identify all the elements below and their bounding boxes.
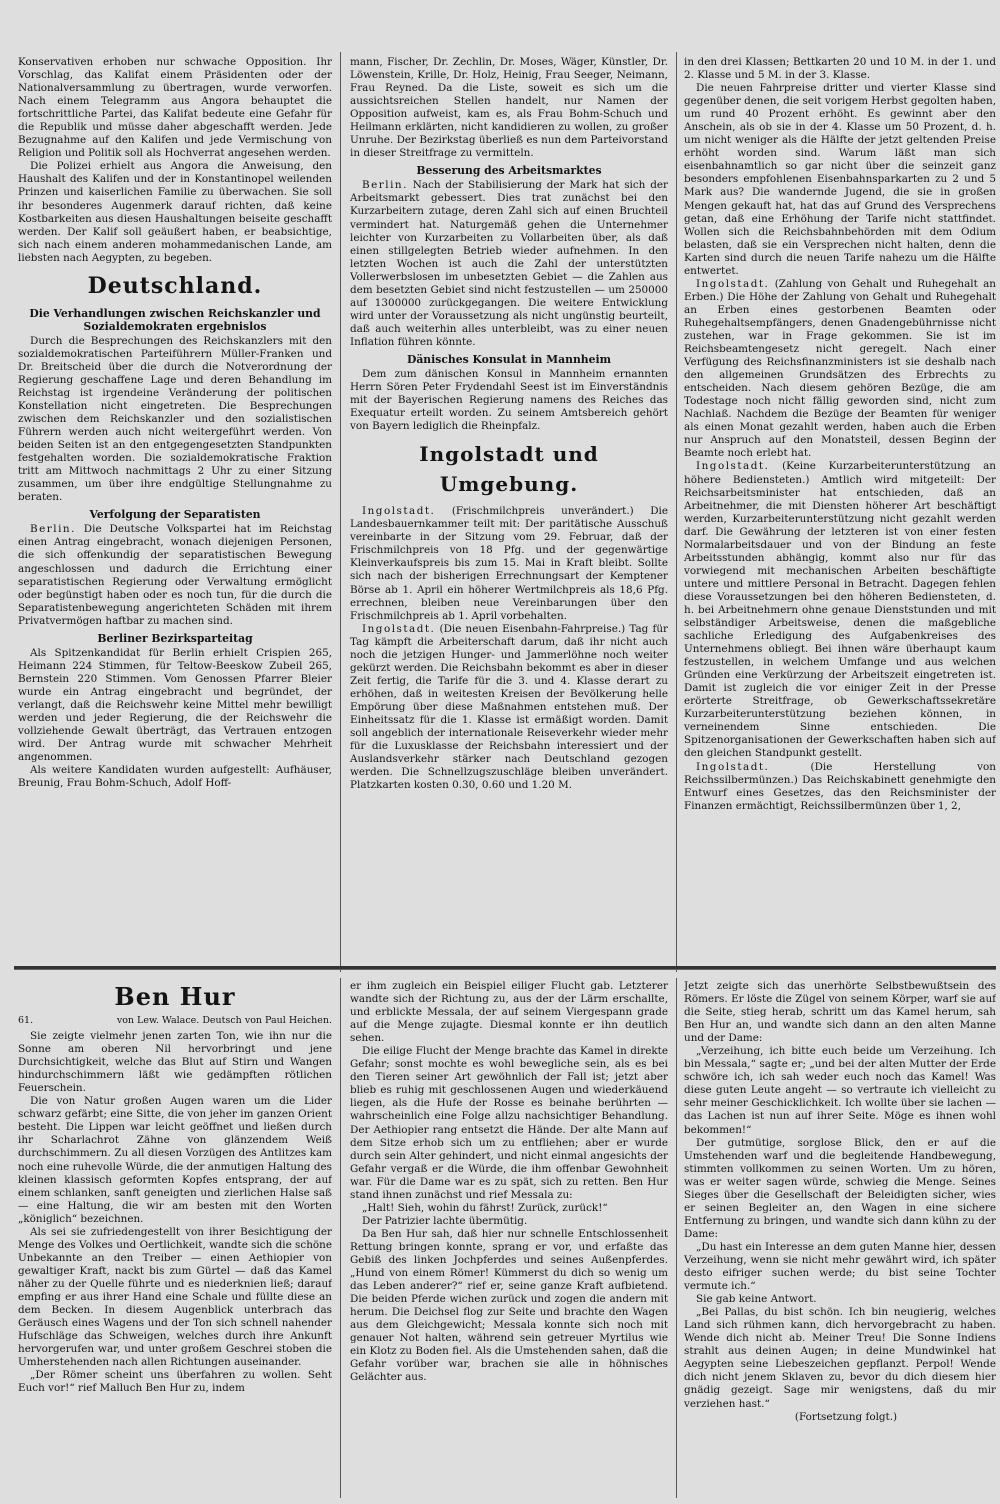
dateline: Ingolstadt.	[362, 622, 436, 635]
column-rule	[340, 52, 341, 972]
dateline: Ingolstadt.	[696, 760, 770, 773]
paragraph: in den drei Klassen; Bettkarten 20 und 10 M. in der 1. und 2. Klasse und 5 M. in der 3. Klasse.	[684, 56, 996, 82]
section-title-ingolstadt: Ingolstadt und Umgebung.	[419, 442, 599, 497]
novel-column-1	[18, 980, 332, 1500]
paragraph: (Frischmilchpreis unverändert.) Die Landesbauernkammer teilt mit: Der paritätische Ausschuß vereinbarte in der Sitzung vom 29. Februar, daß der Frischmilchpreis von 18 Pfg. und der gegenwärtige Kleinverkaufspreis bis zum 15. Mai in Kraft bleibt. Sollte sich nach der bisherigen Errechnungsart der Kemptener Börse ab 1. April ein höherer Wertmilchpreis als 18,6 Pfg. errechnen, bleiben neue Vereinbarungen über den Frischmilchpreis ab 1. April vorbehalten.	[350, 505, 668, 622]
paragraph: er ihm zugleich ein Beispiel eiliger Flucht gab. Letzterer wandte sich der Richtung zu, aus der der Lärm erschallte, und erblickte Messala, der auf seinem Viergespann grade auf die Menge zujagte. Diesmal konnte er ihn deutlich sehen.	[350, 980, 668, 1045]
column-rule	[676, 52, 677, 972]
section-separator-rule	[14, 966, 996, 970]
article-headline: Verfolgung der Separatisten	[89, 508, 261, 522]
dateline: Berlin.	[30, 523, 76, 536]
paragraph: Dem zum dänischen Konsul in Mannheim ernannten Herrn Sören Peter Frydendahl Seest ist im Einverständnis mit der Bayerischen Regierung namens des Reiches das Exequatur erteilt worden. Zu seinem Amtsbereich gehört von Bayern lediglich die Rheinpfalz.	[350, 367, 668, 433]
installment-number: 61.	[18, 1015, 34, 1026]
top-column-1	[18, 56, 332, 974]
author-translator: von Lew. Walace. Deutsch von Paul Heichen.	[116, 1015, 332, 1026]
article-headline: Besserung des Arbeitsmarktes	[416, 164, 602, 178]
paragraph: (Keine Kurzarbeiterunterstützung an höhere Bediensteten.) Amtlich wird mitgeteilt: Der Reichsarbeitsminister hat entschieden, daß an Arbeitnehmer, die mit Diensten höherer Art beschäftigt werden, Kurzarbeiterunterstützung nicht gezahlt werden darf. Die Gewährung der letzteren ist von einer festen Normalarbeitsdauer und von der Bindung an feste Arbeitsstunden abhängig, kommt also nur für das vorwiegend mit mechanischen Arbeiten beschäftigte untere und mittlere Personal in Betracht. Dagegen fehlen diese Voraussetzungen bei den höheren Bediensteten, d. h. bei Arbeitnehmern ohne genaue Dienststunden und mit selbständiger Arbeitsweise, denen die maßgebliche sachliche Erledigung des Aufgabenkreises des Unternehmens obliegt. Bei ihnen wäre überhaupt kaum festzustellen, in welchem Umfange und aus welchen Gründen eine Verkürzung der Arbeitszeit eingetreten ist. Damit ist zugleich die vor einiger Zeit in der Presse erörterte Streitfrage, ob Gewerkschaftssekretäre Kurzarbeiterunterstützung beziehen können, in verneinendem Sinne entschieden. Die Spitzenorganisationen der Gewerkschaften haben sich auf den gleichen Standpunkt gestellt.	[684, 460, 996, 760]
paragraph: (Zahlung von Gehalt und Ruhegehalt an Erben.) Die Höhe der Zahlung von Gehalt und Ruhegehalt an Erben eines gestorbenen Beamten oder Ruhegehaltsempfängers, denen Gnadengebührnisse nicht zustehen, war in Frage gekommen. Sie ist im Reichsbeamtengesetz nicht geregelt. Nach einer Verfügung des Reichsfinanzministers ist sie deshalb nach den allgemeinen Grundsätzen des Erbrechts zu entscheiden. Nach diesem gehören Bezüge, die am Todestage noch nicht fällig geworden sind, nicht zum Nachlaß. Nachdem die Bezüge der Beamten für weniger als einen Monat gezahlt werden, haben auch die Erben nur Anspruch auf den Monatsteil, dessen Beginn der Beamte noch erlebt hat.	[684, 277, 996, 460]
paragraph: Der gutmütige, sorglose Blick, den er auf die Umstehenden warf und die begleitende Handbewegung, stimmten vollkommen zu seinen Worten. Um zu hören, was er weiter sagen würde, schwieg die Menge. Seines Sieges über die Gesellschaft der Beleidigten sicher, wies er seinen Begleiter an, den Wagen in eine sichere Entfernung zu bringen, und wandte sich dann kühn zu der Dame:	[684, 1136, 996, 1240]
top-column-2	[350, 56, 668, 974]
paragraph: „Halt! Sieh, wohin du fährst! Zurück, zurück!“	[362, 1201, 608, 1214]
paragraph: Der Patrizier lachte übermütig.	[362, 1214, 528, 1227]
section-title-deutschland: Deutschland.	[87, 272, 263, 299]
paragraph: Konservativen erhoben nur schwache Opposition. Ihr Vorschlag, das Kalifat einem Präsidenten oder der Nationalversammlung zu übertragen, wurde verworfen. Nach einem Telegramm aus Angora behauptet die fortschrittliche Partei, das Kalifat bedeute eine Gefahr für die Republik und müsse daher abgeschafft werden. Jede Bezugnahme auf den Kalifen und jede Vermischung von Religion und Politik soll als Hochverrat angesehen werden.	[18, 56, 332, 160]
paragraph: „Bei Pallas, du bist schön. Ich bin neugierig, welches Land sich rühmen kann, dich hervorgebracht zu haben. Wende dich nicht ab. Meiner Treu! Die Sonne Indiens strahlt aus deinen Augen; in deine Mundwinkel hat Aegypten seine Liebeszeichen gepflanzt. Perpol! Wende dich nicht jenem Sklaven zu, bevor du dich diesem hier gnädig gezeigt. Sage mir wenigstens, daß du mir verziehen hast.“	[684, 1306, 996, 1410]
paragraph: „Der Römer scheint uns überfahren zu wollen. Seht Euch vor!“ rief Malluch Ben Hur zu, indem	[18, 1369, 332, 1395]
dateline: Ingolstadt.	[696, 460, 770, 473]
paragraph: Die Polizei erhielt aus Angora die Anweisung, den Haushalt des Kalifen und der in Konstantinopel weilenden Prinzen und kaiserlichen Familie zu überwachen. Sie soll ihr besonderes Augenmerk darauf richten, daß keine Kostbarkeiten aus diesen Haushaltungen beiseite geschafft werden. Der Kalif soll geäußert haben, er beabsichtige, sich nach einem anderen mohammedanischen Lande, am liebsten nach Aegypten, zu begeben.	[18, 160, 332, 264]
top-column-3	[684, 56, 996, 974]
paragraph: „Du hast ein Interesse an dem guten Manne hier, dessen Verzeihung, wenn sie nicht mehr gewährt wird, ich später desto eifriger suchen werde; du bist seine Tochter vermute ich.“	[684, 1240, 996, 1293]
paragraph: Jetzt zeigte sich das unerhörte Selbstbewußtsein des Römers. Er löste die Zügel von seinem Körper, warf sie auf die Seite, stieg herab, schritt um das Kamel herum, sah Ben Hur an, und wandte sich dann an den alten Manne und der Dame:	[684, 980, 996, 1045]
paragraph: Als sei sie zufriedengestellt von ihrer Besichtigung der Menge des Volkes und Oertlichkeit, wandte sich die schöne Unbekannte an den Treiber — einen Aethiopier von gewaltiger Kraft, nackt bis zum Gürtel — daß das Kamel näher zu der Quelle führte und es niederknien ließ; darauf empfing er aus ihrer Hand eine Schale und füllte diese an dem Becken. In diesem Augenblick unterbrach das Geräusch eines Wagens und der Ton sich schnell nahender Hufschläge das Schweigen, welches durch ihre Ankunft hervorgerufen war, und unter großem Geschrei stoben die Umherstehenden nach allen Richtungen auseinander.	[18, 1225, 332, 1369]
article-headline: Die Verhandlungen zwischen Reichskanzler und Sozialdemokraten ergebnislos	[29, 306, 321, 333]
novel-byline	[18, 1014, 332, 1027]
paragraph: „Verzeihung, ich bitte euch beide um Verzeihung. Ich bin Messala,“ sagte er; „und bei der alten Mutter der Erde schwöre ich, ich sah weder euch noch das Kamel! Was diese guten Leute angeht — so vertraute ich vielleicht zu sehr meiner Geschicklichkeit. Ich wollte über sie lachen — das Lachen ist nun auf ihrer Seite. Möge es ihnen wohl bekommen!“	[684, 1045, 996, 1136]
novel-column-3	[684, 980, 996, 1500]
paragraph: Die Deutsche Volkspartei hat im Reichstag einen Antrag eingebracht, wonach diejenigen Personen, die sich offenkundig der separatistischen Bewegung angeschlossen und dadurch die Errichtung einer separatistischen Regierung oder Verwaltung ermöglicht oder begünstigt haben oder es noch tun, für die durch die Separatistenbewegung angerichteten Schäden mit ihrem Privatvermögen haftbar zu machen sind.	[18, 523, 332, 627]
continuation-note: (Fortsetzung folgt.)	[794, 1410, 898, 1423]
dateline: Berlin.	[362, 179, 408, 192]
novel-title: Ben Hur	[114, 982, 236, 1011]
paragraph: mann, Fischer, Dr. Zechlin, Dr. Moses, Wäger, Künstler, Dr. Löwenstein, Krille, Dr. Holz, Heinig, Frau Seeger, Neimann, Frau Reyned. Da die Liste, soweit es sich um die aussichtsreichen Stellen handelt, nur Namen der Opposition aufweist, kam es, als Frau Bohm-Schuch und Heilmann erklärten, nicht kandidieren zu wollen, zu großer Unruhe. Der Bezirkstag überließ es nun dem Parteivorstand in dieser Streitfrage zu vermitteln.	[350, 56, 668, 160]
paragraph: Als Spitzenkandidat für Berlin erhielt Crispien 265, Heimann 224 Stimmen, für Teltow-Beeskow Zubeil 265, Bernstein 220 Stimmen. Vom Genossen Pfarrer Bleier wurde ein Antrag eingebracht und begründet, der verlangt, daß die Reichswehr keine Mittel mehr bewilligt werden und jeder Regierung, die der Reichswehr die vollziehende Gewalt überträgt, das Vertrauen entzogen wird. Der Antrag wurde mit schwacher Mehrheit angenommen.	[18, 646, 332, 764]
paragraph: Als weitere Kandidaten wurden aufgestellt: Aufhäuser, Breunig, Frau Bohm-Schuch, Adolf Hoff-	[18, 764, 332, 790]
paragraph: Die von Natur großen Augen waren um die Lider schwarz gefärbt; eine Sitte, die von jeher im ganzen Orient besteht. Die Lippen war leicht geöffnet und ließen durch ihr Scharlachrot Zähne von glänzendem Weiß durchschimmern. Zu all diesen Vorzügen des Antlitzes kam noch eine ruhevolle Würde, die der anmutigen Haltung des kleinen klassisch geformten Kopfes entsprang, der auf einem schlanken, sanft geneigten und zierlichen Halse saß — eine Haltung, die wir am besten mit den Worten „königlich“ bezeichnen.	[18, 1095, 332, 1225]
paragraph: Da Ben Hur sah, daß hier nur schnelle Entschlossenheit Rettung bringen konnte, sprang er vor, und erfaßte das Gebiß des linken Jochpferdes und seines Außenpferdes. „Hund von einem Römer! Kümmerst du dich so wenig um das Leben anderer?“ rief er, seine ganze Kraft aufbietend. Die beiden Pferde wichen zurück und zogen die andern mit herum. Die Deichsel flog zur Seite und brachte den Wagen aus dem Gleichgewicht; Messala konnte sich noch mit genauer Not halten, während sein getreuer Myrtilus wie ein Klotz zu Boden fiel. Als die Umstehenden sahen, daß die Gefahr vorüber war, brachen sie alle in höhnisches Gelächter aus.	[350, 1227, 668, 1384]
paragraph: (Die Herstellung von Reichssilbermünzen.) Das Reichskabinett genehmigte den Entwurf eines Gesetzes, das den Reichsminister der Finanzen ermächtigt, Reichssilbermünzen über 1, 2,	[684, 760, 996, 812]
novel-column-2	[350, 980, 668, 1500]
paragraph: Sie zeigte vielmehr jenen zarten Ton, wie ihn nur die Sonne am oberen Nil hervorbringt und jene Durchsichtigkeit, welche das Blut auf Stirn und Wangen hindurchschimmern läßt wie gedämpften rötlichen Feuerschein.	[18, 1030, 332, 1095]
column-rule	[340, 978, 341, 1498]
paragraph: Die neuen Fahrpreise dritter und vierter Klasse sind gegenüber denen, die seit vorigem Herbst gegolten haben, um rund 40 Prozent erhöht. Es gewinnt aber den Anschein, als ob sie in der 4. Klasse um 50 Prozent, d. h. um nicht weniger als die Hälfte der jetzt geltenden Preise erhöht worden sind. Warum läßt man sich eisenbahnamtlich so gar nicht über die seinzeit ganz besonders empfohlenen Eisenbahnsparkarten zu 2 und 5 Mark aus? Die wandernde Jugend, die sie in großen Mengen gekauft hat, hat das auf Grund des Versprechens getan, daß eine Erhöhung der Tarife nicht stattfindet. Wollen sich die Reichsbahnbehörden mit dem Odium belasten, daß sie ein Versprechen nicht halten, denn die Karten sind durch die neuen Tarife nahezu um die Hälfte entwertet.	[684, 82, 996, 277]
paragraph: Sie gab keine Antwort.	[696, 1293, 817, 1306]
article-headline: Dänisches Konsulat in Mannheim	[406, 352, 612, 366]
paragraph: (Die neuen Eisenbahn-Fahrpreise.) Tag für Tag kämpft die Arbeiterschaft darum, daß ihr nicht auch noch die jetzigen Hunger- und Jammerlöhne noch weiter gekürzt werden. Die Reichsbahn bekommt es aber in dieser Zeit fertig, die Tarife für die 3. und 4. Klasse derart zu erhöhen, daß in weitesten Kreisen der Bevölkerung helle Empörung über diese Maßnahmen entstehen muß. Der Einheitssatz für die 1. Klasse ist ermäßigt worden. Damit soll angeblich der internationale Reiseverkehr wieder mehr für die Luxusklasse der Reichsbahn interessiert und der Auslandsverkehr stärker nach Deutschland gezogen werden. Die Schnellzugszuschläge bleiben unverändert. Platzkarten kosten 0.30, 0.60 und 1.20 M.	[350, 622, 668, 792]
paragraph: Die eilige Flucht der Menge brachte das Kamel in direkte Gefahr; sonst mochte es wohl bewegliche sein, als es bei den Tieren seiner Art gewöhnlich der Fall ist; jetzt aber blieb es ruhig mit geschlossenen Augen und wiederkäuend liegen, als die Hufe der Rosse es beinahe berührten — wahrscheinlich eine Folge allzu nachsichtiger Behandlung. Der Aethiopier rang entsetzt die Hände. Der alte Mann auf dem Sitze erhob sich um zu entfliehen; aber er wurde durch sein Alter gehindert, und nicht einmal angesichts der Gefahr vergaß er die Würde, die ihm offenbar Gewohnheit war. Für die Dame war es zu spät, sich zu retten. Ben Hur stand ihnen zunächst und rief Messala zu:	[350, 1045, 668, 1201]
article-headline: Berliner Bezirksparteitag	[97, 631, 253, 645]
column-rule	[676, 978, 677, 1498]
paragraph: Durch die Besprechungen des Reichskanzlers mit den sozialdemokratischen Parteiführern Müller-Franken und Dr. Breitscheid über die durch die Notverordnung der Regierung geschaffene Lage und deren Behandlung im Reichstag ist irgendeine Veränderung der politischen Konstellation nicht eingetreten. Die Besprechungen zwischen dem Reichskanzler und den sozialistischen Führern werden auch nicht weitergeführt werden. Von beiden Seiten ist an den entgegengesetzten Standpunkten festgehalten worden. Die sozialdemokratische Fraktion tritt am Mittwoch nachmittags 2 Uhr zu einer Sitzung zusammen, um über ihre endgültige Stellungnahme zu beraten.	[18, 334, 332, 504]
paragraph: Nach der Stabilisierung der Mark hat sich der Arbeitsmarkt gebessert. Dies trat zunächst bei den Kurzarbeitern zutage, deren Zahl sich auf einen Bruchteil vermindert hat. Naturgemäß gehen die Unternehmer leichter von Kurzarbeiten zu Vollarbeiten über, als daß einen stillgelegten Betrieb wieder aufnehmen. In den letzten Wochen ist auch die Zahl der unterstützten Vollerwerbslosen im unbesetzten Gebiet — die Zahlen aus dem besetzten Gebiet sind nicht festzustellen — um 250000 auf 1300000 zurückgegangen. Die weitere Entwicklung wird unter der Voraussetzung als nicht ungünstig beurteilt, daß auch weiterhin alles unterbleibt, was zu einer neuen Inflation führen könnte.	[350, 179, 668, 348]
dateline: Ingolstadt.	[696, 277, 770, 290]
dateline: Ingolstadt.	[362, 505, 436, 518]
